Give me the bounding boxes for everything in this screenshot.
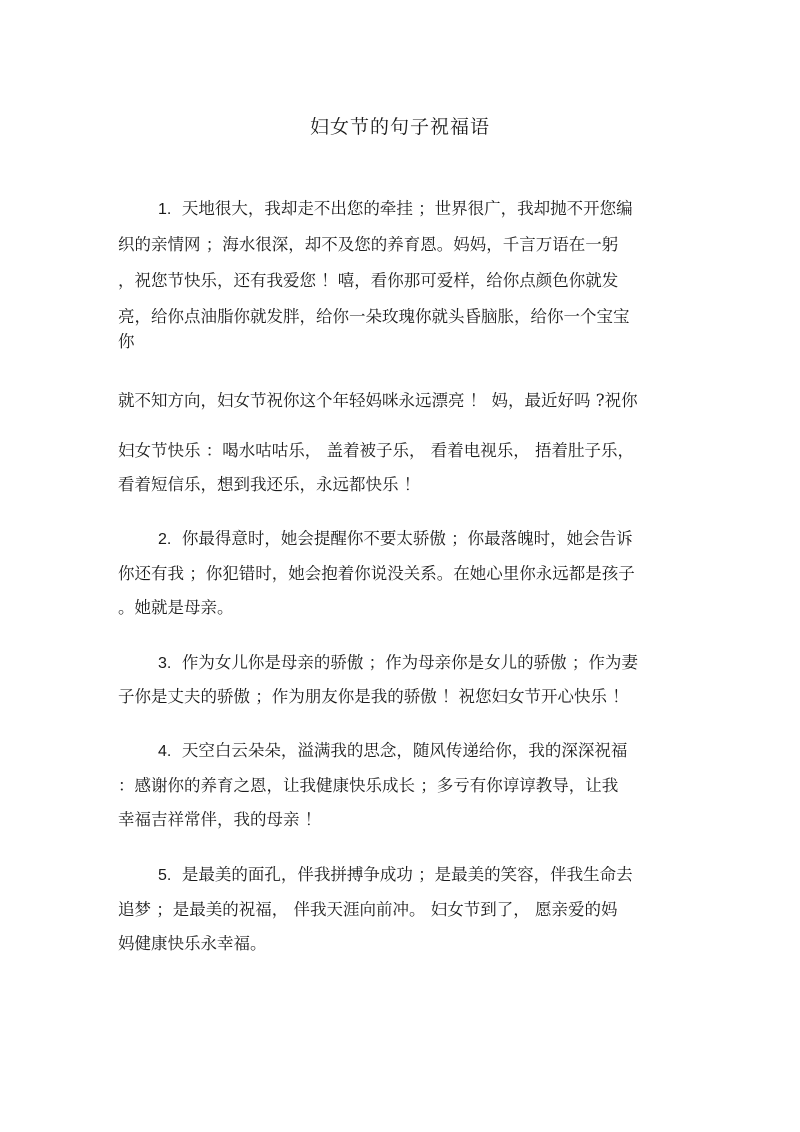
paragraph-1-line-7: 妇女节快乐 ：喝水咕咕乐， 盖着被子乐， 看着电视乐， 捂着肚子乐，: [118, 441, 634, 460]
paragraph-2-line-1: [158, 528, 633, 551]
paragraph-2-line-3: 。她就是母亲。: [118, 598, 234, 617]
paragraph-1-line-2: 织的亲情网 ；海水很深，却不及您的养育恩。妈妈，千言万语在一躬: [118, 235, 619, 254]
paragraph-3-text-line: 作为女儿你是母亲的骄傲 ；作为母亲你是女儿的骄傲 ；作为妻: [181, 653, 638, 672]
paragraph-5-line-3: 妈健康快乐永幸福。: [118, 934, 267, 953]
paragraph-1-line-6: 就不知方向，妇女节祝你这个年轻妈咪永远漂亮 ！ 妈，最近好吗 ?祝你: [118, 391, 638, 410]
paragraph-4-number: 4.: [158, 743, 172, 760]
paragraph-1-line-3: ，祝您节快乐，还有我爱您 ！嘻，看你那可爱样，给你点颜色你就发: [118, 271, 619, 290]
paragraph-4-line-2: ：感谢你的养育之恩，让我健康快乐成长 ；多亏有你谆谆教导，让我: [118, 776, 619, 795]
paragraph-2-text-line: 你最得意时，她会提醒你不要太骄傲 ；你最落魄时，她会告诉: [181, 529, 633, 548]
paragraph-5-text-line: 是最美的面孔，伴我拼搏争成功 ；是最美的笑容，伴我生命去: [181, 865, 633, 884]
paragraph-5-number: 5.: [158, 867, 172, 884]
paragraph-1-line-1: [158, 198, 633, 221]
paragraph-4-line-1: [158, 740, 627, 763]
paragraph-1-line-4: 亮，给你点油脂你就发胖，给你一朵玫瑰你就头昏脑胀，给你一个宝宝: [118, 307, 630, 326]
paragraph-1-line-8: 看着短信乐，想到我还乐，永远都快乐 ！: [118, 475, 421, 494]
paragraph-2-line-2: 你还有我 ；你犯错时，她会抱着你说没关系。在她心里你永远都是孩子: [118, 564, 635, 583]
paragraph-2-number: 2.: [158, 531, 172, 548]
paragraph-4-text-line: 天空白云朵朵，溢满我的思念，随风传递给你，我的深深祝福: [181, 741, 628, 760]
paragraph-3-number: 3.: [158, 655, 172, 672]
paragraph-1-number: 1.: [158, 201, 172, 218]
paragraph-3-line-2: 子你是丈夫的骄傲 ；作为朋友你是我的骄傲 ！祝您妇女节开心快乐 ！: [118, 687, 629, 706]
paragraph-1-line-5: 你: [118, 332, 135, 351]
paragraph-5-line-1: [158, 864, 633, 887]
paragraph-4-line-3: 幸福吉祥常伴，我的母亲 ！: [118, 810, 322, 829]
paragraph-3-line-1: [158, 652, 638, 675]
paragraph-5-line-2: 追梦 ；是最美的祝福， 伴我天涯向前冲。 妇女节到了， 愿亲爱的妈: [118, 900, 618, 919]
paragraph-1-text-line: 天地很大，我却走不出您的牵挂 ；世界很广，我却抛不开您编: [181, 199, 633, 218]
page-title: 妇女节的句子祝福语: [309, 116, 490, 138]
